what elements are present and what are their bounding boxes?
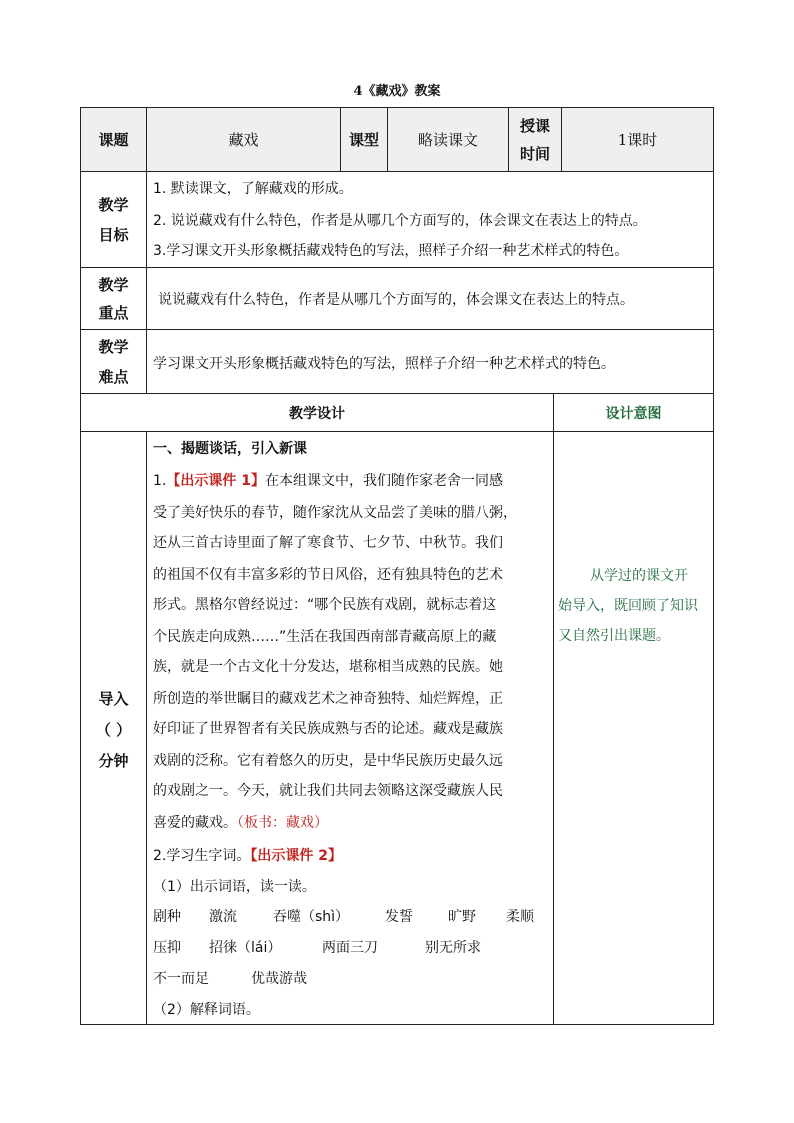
focus-text: 说说藏戏有什么特色，作者是从哪几个方面写的，体会课文在表达上的特点。 (158, 292, 634, 308)
intent-text (558, 561, 714, 651)
paragraph-1-line-1 (153, 470, 503, 490)
time-label-line-2: 时间 (519, 144, 550, 163)
paragraph-1-line-4: 的祖国不仅有丰富多彩的节日风俗，还有独具特色的艺术 (153, 567, 503, 583)
paragraph-1-line-11: 的戏剧之一。今天，就让我们共同去领略这深受藏族人民 (153, 783, 503, 799)
word: 旷野 (448, 909, 476, 925)
goals-label-line-2: 目标 (98, 225, 129, 244)
difficulty-label-line-1: 教学 (98, 337, 129, 356)
word: 剧种 (153, 909, 181, 925)
goals-label (81, 172, 146, 267)
paragraph-1-line-10: 戏剧的泛称。它有着悠久的历史，是中华民族历史最久远 (153, 753, 503, 769)
document-title: 4《藏戏》教案 (353, 84, 441, 99)
section-heading: 一、揭题谈话，引入新课 (153, 441, 307, 457)
goal-item-1: 1. 默读课文，了解藏戏的形成。 (153, 181, 353, 197)
paragraph-2 (153, 845, 342, 865)
design-header: 教学设计 (289, 405, 345, 422)
word: 两面三刀 (322, 940, 378, 956)
word: 发誓 (385, 909, 413, 925)
focus-label (81, 268, 146, 329)
difficulty-text: 学习课文开头形象概括藏戏特色的写法，照样子介绍一种艺术样式的特色。 (153, 356, 615, 372)
paragraph-1-line-2: 受了美好快乐的春节，随作家沈从文品尝了美味的腊八粥， (153, 505, 517, 521)
focus-label-line-1: 教学 (98, 275, 129, 294)
paragraph-1-line-5: 形式。黑格尔曾经说过：“哪个民族有戏剧，就标志着这 (153, 597, 497, 613)
sub-item-2: （2）解释词语。 (153, 1002, 260, 1018)
paragraph-1-line-12 (153, 812, 328, 832)
difficulty-label (81, 330, 146, 393)
goal-item-2: 2. 说说藏戏有什么特色，作者是从哪几个方面写的，体会课文在表达上的特点。 (153, 213, 647, 229)
time-value: 1课时 (562, 108, 713, 171)
courseware-tag-1: 【出示课件 1】 (166, 473, 265, 489)
intro-label-line-3: 分钟 (98, 751, 129, 770)
intent-line-2: 始导入，既回顾了知识 (558, 598, 698, 614)
word: 优哉游哉 (251, 971, 307, 987)
paragraph-1-line-3: 还从三首古诗里面了解了寒食节、七夕节、中秋节。我们 (153, 535, 503, 551)
intent-line-3: 又自然引出课题。 (558, 628, 670, 644)
paragraph-2-text: 2.学习生字词。 (153, 848, 251, 864)
type-value: 略读课文 (388, 108, 508, 171)
type-label: 课型 (341, 108, 387, 171)
word: 压抑 (153, 940, 181, 956)
goal-item-3: 3.学习课文开头形象概括藏戏特色的写法，照样子介绍一种艺术样式的特色。 (153, 243, 629, 259)
word: 激流 (209, 909, 237, 925)
word: 不一而足 (153, 971, 209, 987)
courseware-tag-2: 【出示课件 2】 (250, 848, 342, 864)
intro-label (81, 680, 146, 780)
paragraph-1-text-1: 在本组课文中，我们随作家老舍一同感 (264, 473, 503, 489)
course-value: 藏戏 (147, 108, 340, 171)
difficulty-label-line-2: 难点 (98, 367, 129, 386)
word: 柔顺 (506, 909, 534, 925)
word: 别无所求 (425, 940, 481, 956)
word: 吞噬（shì） (273, 909, 350, 925)
sub-item-1: （1）出示词语，读一读。 (153, 879, 316, 895)
paragraph-1-line-8: 所创造的举世瞩目的藏戏艺术之神奇独特、灿烂辉煌，正 (153, 691, 503, 707)
paragraph-1-line-7: 族，就是一个古文化十分发达，堪称相当成熟的民族。她 (153, 659, 503, 675)
paragraph-1-last: 喜爱的藏戏。 (153, 815, 237, 831)
focus-label-line-2: 重点 (98, 303, 129, 322)
word: 招徕（lái） (209, 940, 282, 956)
paragraph-1-prefix: 1. (153, 473, 167, 489)
intent-line-1: 从学过的课文开 (590, 568, 688, 584)
goals-label-line-1: 教学 (98, 195, 129, 214)
board-note: （板书：藏戏） (237, 815, 328, 831)
intent-header: 设计意图 (605, 405, 662, 422)
paragraph-1-line-6: 个民族走向成熟……”生活在我国西南部青藏高原上的藏 (153, 629, 497, 645)
time-label-line-1: 授课 (519, 116, 550, 135)
course-label: 课题 (81, 108, 146, 171)
time-label (509, 108, 561, 171)
intro-label-line-1: 导入 (98, 689, 129, 708)
paragraph-1-line-9: 好印证了世界智者有关民族成熟与否的论述。藏戏是藏族 (153, 721, 503, 737)
intro-label-line-2: （ ） (95, 720, 132, 739)
